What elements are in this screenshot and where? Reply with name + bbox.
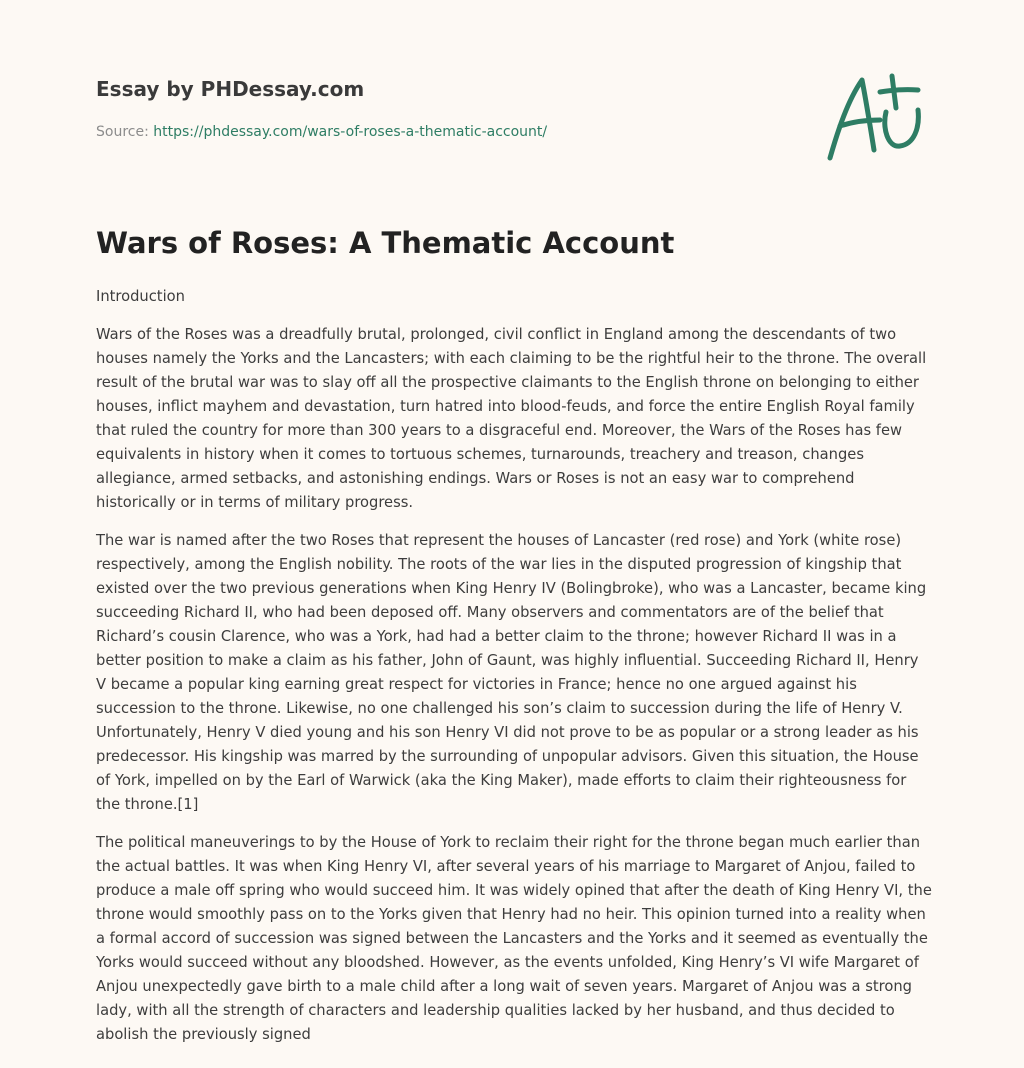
source-label: Source: — [96, 124, 154, 140]
section-label: Introduction — [96, 288, 185, 305]
paragraph: The political maneuverings to by the House of York to reclaim their right for the throne began much earlier than the actual battles. It was when King Henry VI, after several years of his marriage to Margaret of Anjou, failed to produce a male off spring who would succeed him. It was widely opined that after the death of King Henry VI, the throne would smoothly pass on to the Yorks given that Henry had no heir. This opinion turned into a reality when a formal accord of succession was signed between the Lancasters and the Yorks and it seemed as eventually the Yorks would succeed without any bloodshed. However, as the events unfolded, King Henry’s VI wife Margaret of Anjou unexpectedly gave birth to a male child after a long wait of seven years. Margaret of Anjou was a strong lady, with all the strength of characters and leadership qualities lacked by her husband, and thus decided to abolish the previously signed — [96, 834, 932, 1043]
site-title: Essay by PHDessay.com — [96, 77, 365, 101]
essay-title: Wars of Roses: A Thematic Account — [96, 226, 675, 260]
source-line — [96, 124, 547, 140]
paragraph: The war is named after the two Roses that represent the houses of Lancaster (red rose) and York (white rose) respectively, among the English nobility. The roots of the war lies in the disputed progression of kingship that existed over the two previous generations when King Henry IV (Bolingbroke), who was a Lancaster, became king succeeding Richard II, who had been deposed off. Many observers and commentators are of the belief that Richard’s cousin Clarence, who was a York, had had a better claim to the throne; however Richard II was in a better position to make a claim as his father, John of Gaunt, was highly influential. Succeeding Richard II, Henry V became a popular king earning great respect for victories in France; hence no one argued against his succession to the throne. Likewise, no one challenged his son’s claim to succession during the life of Henry V. Unfortunately, Henry V died young and his son Henry VI did not prove to be as popular or a strong leader as his predecessor. His kingship was marred by the surrounding of unpopular advisors. Given this situation, the House of York, impelled on by the Earl of Warwick (aka the King Maker), made efforts to claim their righteousness for the throne.[1] — [96, 532, 927, 813]
source-link[interactable]: https://phdessay.com/wars-of-roses-a-thematic-account/ — [153, 124, 548, 140]
a-plus-grade-logo-icon — [826, 70, 926, 162]
paragraph: Wars of the Roses was a dreadfully brutal, prolonged, civil conflict in England among the descendants of two houses namely the Yorks and the Lancasters; with each claiming to be the rightful heir to the throne. The overall result of the brutal war was to slay off all the prospective claimants to the English throne on belonging to either houses, inflict mayhem and devastation, turn hatred into blood-feuds, and force the entire English Royal family that ruled the country for more than 300 years to a disgraceful end. Moreover, the Wars of the Roses has few equivalents in history when it comes to tortuous schemes, turnarounds, treachery and treason, changes allegiance, armed setbacks, and astonishing endings. Wars or Roses is not an easy war to comprehend historically or in terms of military progress. — [96, 326, 927, 511]
essay-body — [96, 285, 932, 1061]
